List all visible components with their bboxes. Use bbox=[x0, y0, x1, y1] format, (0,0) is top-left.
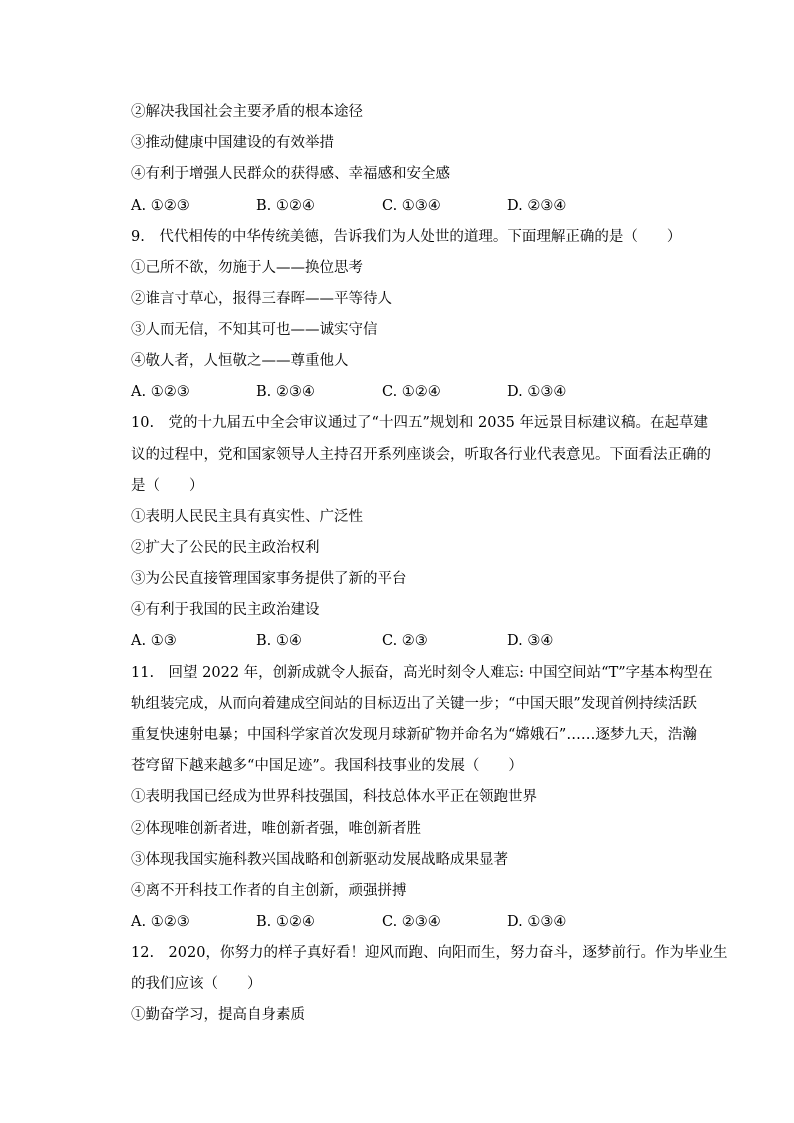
q11-item-2: ②体现唯创新者进，唯创新者强，唯创新者胜 bbox=[131, 821, 421, 837]
q10-item-3: ③为公民直接管理国家事务提供了新的平台 bbox=[131, 571, 407, 587]
q11-option-d: D. ①③④ bbox=[507, 914, 567, 930]
q11-stem-line-1: 11. 回望 2022 年，创新成就令人振奋，高光时刻令人难忘: 中国空间站“T”字基本构型在 bbox=[131, 665, 713, 681]
q10-option-a: A. ①③ bbox=[131, 633, 177, 649]
q9-option-d: D. ①③④ bbox=[507, 384, 567, 400]
q8-item-2: ②解决我国社会主要矛盾的根本途径 bbox=[131, 104, 363, 120]
q8-option-a: A. ①②③ bbox=[131, 198, 190, 214]
q11-option-a: A. ①②③ bbox=[131, 914, 190, 930]
q9-option-a: A. ①②③ bbox=[131, 384, 190, 400]
q8-item-4: ④有利于增强人民群众的获得感、幸福感和安全感 bbox=[131, 166, 450, 182]
q11-option-c: C. ②③④ bbox=[382, 914, 441, 930]
q10-option-b: B. ①④ bbox=[256, 633, 302, 649]
q9-item-3: ③人而无信，不知其可也——诚实守信 bbox=[131, 322, 378, 338]
q11-item-3: ③体现我国实施科教兴国战略和创新驱动发展战略成果显著 bbox=[131, 852, 508, 868]
q9-option-b: B. ②③④ bbox=[256, 384, 315, 400]
q11-item-4: ④离不开科技工作者的自主创新，顽强拼搏 bbox=[131, 883, 407, 899]
q10-option-c: C. ②③ bbox=[382, 633, 428, 649]
q9-stem: 9. 代代相传的中华传统美德，告诉我们为人处世的道理。下面理解正确的是（ ） bbox=[131, 229, 682, 245]
q9-option-c: C. ①②④ bbox=[382, 384, 441, 400]
q10-stem-line-2: 议的过程中，党和国家领导人主持召开系列座谈会，听取各行业代表意见。下面看法正确的 bbox=[131, 447, 711, 463]
q10-item-2: ②扩大了公民的民主政治权利 bbox=[131, 540, 320, 556]
q10-stem-line-3: 是（ ） bbox=[131, 478, 204, 494]
q11-stem-line-4: 苍穹留下越来越多“中国足迹”。我国科技事业的发展（ ） bbox=[131, 758, 523, 774]
q9-item-4: ④敬人者，人恒敬之——尊重他人 bbox=[131, 353, 349, 369]
q9-item-1: ①己所不欲，勿施于人——换位思考 bbox=[131, 260, 363, 276]
q8-option-c: C. ①③④ bbox=[382, 198, 441, 214]
q10-stem-line-1: 10. 党的十九届五中全会审议通过了“十四五”规划和 2035 年远景目标建议稿。在起草建 bbox=[131, 415, 709, 431]
q11-item-1: ①表明我国已经成为世界科技强国，科技总体水平正在领跑世界 bbox=[131, 789, 537, 805]
q10-item-4: ④有利于我国的民主政治建设 bbox=[131, 602, 320, 618]
q9-item-2: ②谁言寸草心，报得三春晖——平等待人 bbox=[131, 291, 392, 307]
q8-option-b: B. ①②④ bbox=[256, 198, 315, 214]
q8-option-d: D. ②③④ bbox=[507, 198, 567, 214]
q11-option-b: B. ①②④ bbox=[256, 914, 315, 930]
q8-item-3: ③推动健康中国建设的有效举措 bbox=[131, 135, 334, 151]
q12-item-1: ①勤奋学习，提高自身素质 bbox=[131, 1007, 305, 1023]
q10-option-d: D. ③④ bbox=[507, 633, 554, 649]
q12-stem-line-1: 12. 2020，你努力的样子真好看！迎风而跑、向阳而生，努力奋斗，逐梦前行。作为毕业生 bbox=[131, 945, 728, 961]
q11-stem-line-3: 重复快速射电暴；中国科学家首次发现月球新矿物并命名为“嫦娥石”……逐梦九天，浩瀚 bbox=[131, 727, 697, 743]
q10-item-1: ①表明人民民主具有真实性、广泛性 bbox=[131, 509, 363, 525]
q12-stem-line-2: 的我们应该（ ） bbox=[131, 976, 262, 992]
q11-stem-line-2: 轨组装完成，从而向着建成空间站的目标迈出了关键一步；“中国天眼”发现首例持续活跃 bbox=[131, 696, 697, 712]
